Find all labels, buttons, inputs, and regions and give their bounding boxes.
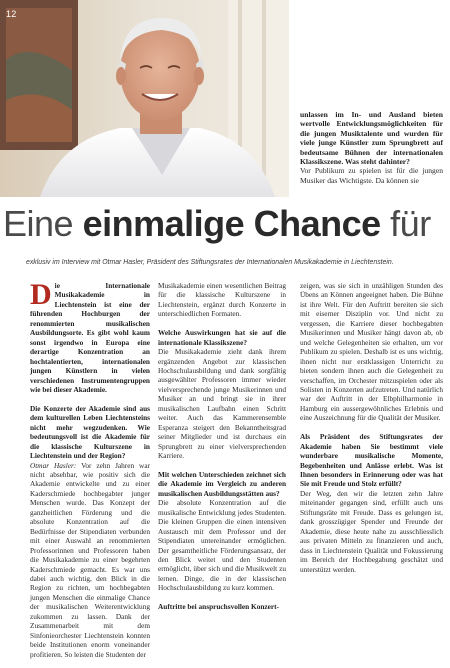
drop-cap: D (30, 278, 52, 311)
article-column-1 (30, 278, 150, 668)
answer-text: Vor Publikum zu spielen ist für die jungen Musiker das Wichtigste. Da können sie (300, 166, 443, 185)
question-continuation: unlassen im In- und Ausland bieten wertvolle Entwicklungsmöglichkeiten für die jungen Musiktalente und wurden für viele junge Künstler zum Sprungbrett auf bedeutsame Bühnen der internationalen Klassikszene. Was steht dahinter? (300, 110, 443, 167)
question-2: Welche Auswirkungen hat sie auf die internationale Klassikszene? (158, 328, 286, 347)
portrait-photo (0, 0, 289, 197)
question-3: Mit welchen Unterschieden zeichnet sich die Akademie im Vergleich zu anderen musikalischen Ausbildungsstätten aus? (158, 469, 286, 498)
question-5: Als Präsident des Stiftungsrates der Akademie haben Sie bestimmt viele wunderbare musikalische Momente, Begebenheiten und Anlässe erlebt. Was ist Ihnen besonders in Erinnerung oder was hat Sie mit Freude und Stolz erfüllt? (300, 432, 443, 489)
answer-5: Der Weg, den wir die letzten zehn Jahre miteinander gegangen sind, erfüllt auch uns Stiftungsräte mit Freude. Dass es gelungen ist, dank grosszügiger Spender und Freunde der Akademie, diese heute nahe zu ausschliesslich aus privaten Mitteln zu finanzieren und auch, dass in Liechtenstein Qualität und Fokussierung im Bereich der Hochbegabung geschätzt und unterstützt werden. (300, 488, 443, 574)
portrait-illustration (0, 0, 289, 197)
answer-3: Die absolute Konzentration auf die musikalische Entwicklung jedes Studenten. Die kleinen Gruppen die einen intensiven Austausch mit dem Professor und der Stipendiaten untereinander ermöglichen. Der gesamtheitliche Förderungsansatz, der den Blick weitet und den Studenten ermöglicht, über sich und die Musikwelt zu lernen. Dinge, die in der klassischen Hochschulausbildung zu kurz kommen. (158, 498, 286, 593)
headline-part-1: Eine (3, 203, 83, 244)
headline-part-2: für (380, 203, 431, 244)
article-column-3 (300, 281, 443, 583)
article-subline: exklusiv im Interview mit Otmar Hasler, Präsident des Stiftungsrates der Internationalen Musikakademie in Liechtenstein. (26, 259, 394, 266)
page-number: 12 (6, 9, 17, 19)
headline-bold: einmalige Chance (82, 203, 381, 244)
answer-1-text: Vor zehn Jahren war nicht absehbar, wie positiv sich die Akademie entwickelte und zu einer Kaderschmiede hochbegabter junger Menschen wurde. Das Konzept der ganzheitlichen Förderung und die absolute Konzentration auf die Bedürfnisse der Stipendiaten verbunden mit einer Auswahl an renommierten Professorinnen und Professoren haben die Musikakademie zu einer begehrten Kaderschmiede gemacht. Es war uns dabei auch wichtig, den Blick in die Region zu richten, um hochbegabten jungen Menschen die einmalige Chance der musikalischen Weiterentwicklung zukommen zu lassen. Dank der Zusammenarbeit mit dem Sinfonieorchester Liechtenstein konnten beide Institutionen enorm voneinander profitieren. So leisten die Studenten der (30, 460, 150, 659)
question-1: Die Konzerte der Akademie sind aus dem kulturellen Leben Liechtensteins nicht mehr wegzudenken. Wie bedeutungsvoll ist die Akademie für die klassische Kulturszene in Liechtenstein und der Region? (30, 403, 150, 461)
article-column-2 (158, 281, 286, 612)
paragraph-continuation: Musikakademie einen wesentlichen Beitrag für die klassische Kulturszene in Liechtenstein, ergänzt durch Konzerte in unterschiedlichen Formaten. (158, 281, 286, 319)
question-4: Auftritte bei anspruchsvollen Konzert- (158, 602, 279, 612)
answer-1 (30, 461, 150, 660)
answer-4: zeigen, was sie sich in unzähligen Stunden des Übens an Können angeeignet haben. Die Bühne ist ihre Welt. Für den Auftritt bereiten sie sich mit eiserner Disziplin vor. Und nicht zu vergessen, die Karriere dieser hochbegabten Musikerinnen und Musiker hängt davon ab, ob und welche Gelegenheiten sie erhalten, um vor Publikum zu spielen. Deshalb ist es uns wichtig, ihnen nicht nur erstklassigen Unterricht zu bieten sondern ihnen auch die Gelegenheit zu verschaffen, im Orchester mitzuspielen oder als Solisten in Konzerten aufzutreten. Und natürlich war der Auftritt in der Elbphilharmonie in Hamburg ein aussergewöhnliches Erlebnis und eine Auszeichnung für die Qualität der Musiker. (300, 281, 443, 423)
answer-2: Die Musikakademie zieht dank ihrem ergänzenden Angebot zur klassischen Hochschulausbildung und dank sorgfältig ausgewählter Professoren immer wieder vielversprechende junge Musikerinnen und Musiker an und bringt sie in ihrer musikalischen Laufbahn einen Schritt weiter. Auch das Kammerensemble Esperanza steigert den Bekanntheitsgrad seiner Mitglieder und ist durchaus ein Sprungbrett zu einer vielversprechenden Karriere. (158, 347, 286, 461)
intro-paragraph (30, 278, 150, 394)
intro-text: ie Internationale Musikakademie in Liechtenstein ist eine der führenden Hochburgen der renommierten musikalischen Ausbildungsorte. Es gibt wohl kaum sonst irgendwo in Europa eine derartige Konzentration an hochtalentierten, internationalen jungen Künstlern in vielen verschiedenen Instrumentengruppen wie bei dieser Akademie. (30, 281, 150, 394)
article-headline (3, 202, 450, 246)
speaker-name: Otmar Hasler: (30, 460, 77, 470)
intro-continuation-column (300, 110, 443, 185)
